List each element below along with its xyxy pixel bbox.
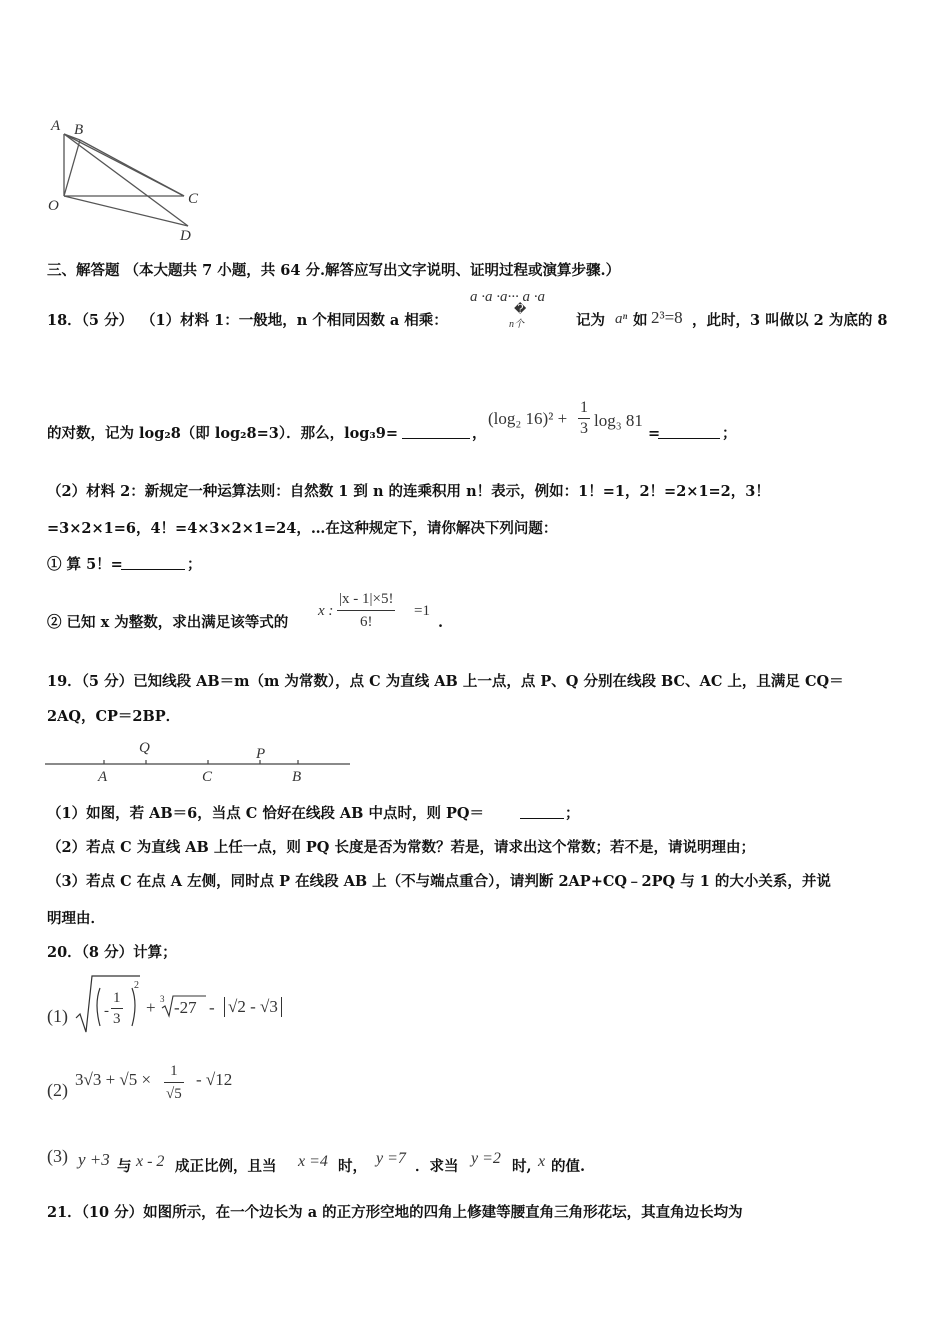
q20-e1-frac [111, 988, 123, 1029]
q18-eq-frac [337, 588, 395, 633]
label-c: C [202, 769, 213, 785]
label-a: A [98, 769, 108, 785]
q18-example-expr: 2³=8 [651, 308, 683, 327]
label-q: Q [139, 740, 150, 756]
q18-product-expr: a ·a ·a··· a ·a [470, 289, 545, 305]
q18-example-text: ，此时，3 叫做以 2 为底的 8 [692, 312, 888, 329]
q20-e1-num: 1 [111, 988, 123, 1009]
q20-e3-label: (3) [47, 1146, 68, 1166]
q20-e2-b: - √12 [196, 1070, 233, 1089]
q20-e1-label: (1) [47, 1006, 68, 1026]
q20-e1-cbrt-index: 3 [160, 994, 165, 1004]
q18-eq-x: x : [318, 603, 334, 619]
label-c: C [188, 191, 199, 207]
q20-e3-y3: y +3 [78, 1150, 110, 1169]
segment-ac [64, 134, 184, 196]
q20-e3-x2: x - 2 [136, 1153, 165, 1170]
q18-expr-b: log₃ 81 [594, 411, 643, 430]
q18-example-prefix: 如 [633, 312, 648, 329]
q18-semicolon: ； [722, 425, 737, 442]
q20-e2-label: (2) [47, 1080, 68, 1100]
q20-e3-y2: y =2 [471, 1150, 501, 1167]
geometry-figure-aobcd [40, 112, 220, 244]
label-b: B [292, 769, 302, 785]
q18-underbrace-glyph: � [514, 302, 527, 316]
q18-part2-line1: （2）材料 2：新规定一种运算法则：自然数 1 到 n 的连乘积用 n！表示，例如：1！=1，2！=2×1=2，3！ [47, 483, 770, 500]
q20-e2-num: 1 [164, 1060, 184, 1083]
q20-e3-y7: y =7 [376, 1150, 406, 1167]
q20-e1-plus: + [146, 998, 156, 1017]
q18-log-blank[interactable] [402, 426, 470, 439]
q18-eq-num: |x - 1|×5! [337, 588, 395, 611]
q21-line1: 21．（10 分）如图所示，在一个边长为 a 的正方形空地的四角上修建等腰直角三角形花坛，其直角边长均为 [47, 1204, 743, 1221]
q20-e1-sign: - [104, 1003, 109, 1019]
q18-comma: ， [472, 425, 487, 442]
q20-e3-t4: ．求当 [415, 1158, 459, 1175]
q19-p2: （2）若点 C 为直线 AB 上任一点，则 PQ 长度是否为常数？若是，请求出这个常数；若不是，请说明理由； [47, 839, 755, 856]
q18-denote: 记为 [576, 312, 605, 329]
q20-e2-den: √5 [166, 1086, 182, 1102]
q20-e3-t6: 的值. [551, 1158, 586, 1175]
segment-ob [64, 140, 80, 196]
number-line-figure [40, 736, 360, 788]
q20-title: 20．（8 分）计算； [47, 944, 177, 961]
q20-e3-t1: 与 [117, 1158, 132, 1175]
q20-e2-frac [164, 1060, 184, 1105]
q19-p1: （1）如图，若 AB＝6，当点 C 恰好在线段 AB 中点时，则 PQ＝ [47, 805, 485, 822]
label-d: D [180, 228, 191, 244]
q20-e2-a: 3√3 + √5 × [75, 1070, 152, 1089]
q20-e3-t5: 时, [512, 1158, 532, 1175]
q18-number: 18．（5 分） [47, 312, 134, 329]
label-b: B [74, 122, 84, 138]
label-p: P [256, 746, 266, 762]
segment-od [64, 196, 188, 226]
q19-line2: 2AQ，CP＝2BP． [47, 708, 181, 725]
q18-sub1-text: ① 算 5！= [47, 556, 123, 573]
q18-a-n: aⁿ [615, 311, 628, 327]
q20-e3-t2: 成正比例，且当 [175, 1158, 277, 1175]
q18-line2-text: 的对数，记为 log₂8（即 log₂8=3）．那么，log₃9= [47, 425, 399, 442]
q20-e1-abs: √2 - √3 [224, 997, 282, 1017]
q20-e3-x: x [538, 1153, 546, 1170]
q18-part2-line2: =3×2×1=6，4！=4×3×2×1=24，…在这种规定下，请你解决下列问题： [47, 520, 558, 537]
q18-eq-den: 6! [359, 614, 373, 630]
q18-equals: = [648, 425, 661, 442]
q20-e1-minus: - [209, 998, 215, 1017]
q20-e1-sq: 2 [134, 980, 139, 991]
q20-e1-den: 3 [113, 1011, 121, 1027]
q19-line1: 19．（5 分）已知线段 AB＝m（m 为常数），点 C 为直线 AB 上一点，点 P、Q 分别在线段 BC、AC 上，且满足 CQ＝ [47, 673, 844, 690]
q20-e3-t3: 时， [338, 1158, 367, 1175]
q18-sub1-end: ； [187, 556, 202, 573]
q19-p1-end: ； [565, 805, 580, 822]
q18-eq-rhs: =1 [414, 603, 430, 619]
q18-part1-text: （1）材料 1：一般地，n 个相同因数 a 相乘： [141, 312, 448, 329]
q19-p3-line2: 明理由． [47, 910, 105, 927]
q18-frac-num: 1 [578, 398, 590, 419]
q18-expr-blank[interactable] [658, 426, 720, 439]
q19-p3-line1: （3）若点 C 在点 A 左侧，同时点 P 在线段 AB 上（不与端点重合），请判断 2AP+CQ﹣2PQ 与 1 的大小关系，并说 [47, 873, 831, 890]
q18-sub1-blank[interactable] [121, 557, 185, 570]
label-o: O [48, 198, 59, 214]
section-title: 三、解答题 （本大题共 7 小题，共 64 分.解答应写出文字说明、证明过程或演算步骤.） [47, 262, 621, 279]
q19-p1-blank[interactable] [520, 806, 564, 819]
q20-e3-x4: x =4 [298, 1153, 328, 1170]
q20-e1-cbrt: -27 [174, 998, 197, 1017]
q18-period: . [438, 614, 444, 631]
q18-frac-den: 3 [580, 420, 588, 437]
segment-ad [64, 134, 188, 226]
q18-expr-a: (log₂ 16)² + [488, 409, 568, 428]
q18-frac-one-third [578, 398, 590, 439]
q18-sub2-text: ② 已知 x 为整数，求出满足该等式的 [47, 614, 289, 631]
label-a: A [51, 118, 61, 134]
q18-underbrace-label: n个 [509, 319, 524, 330]
